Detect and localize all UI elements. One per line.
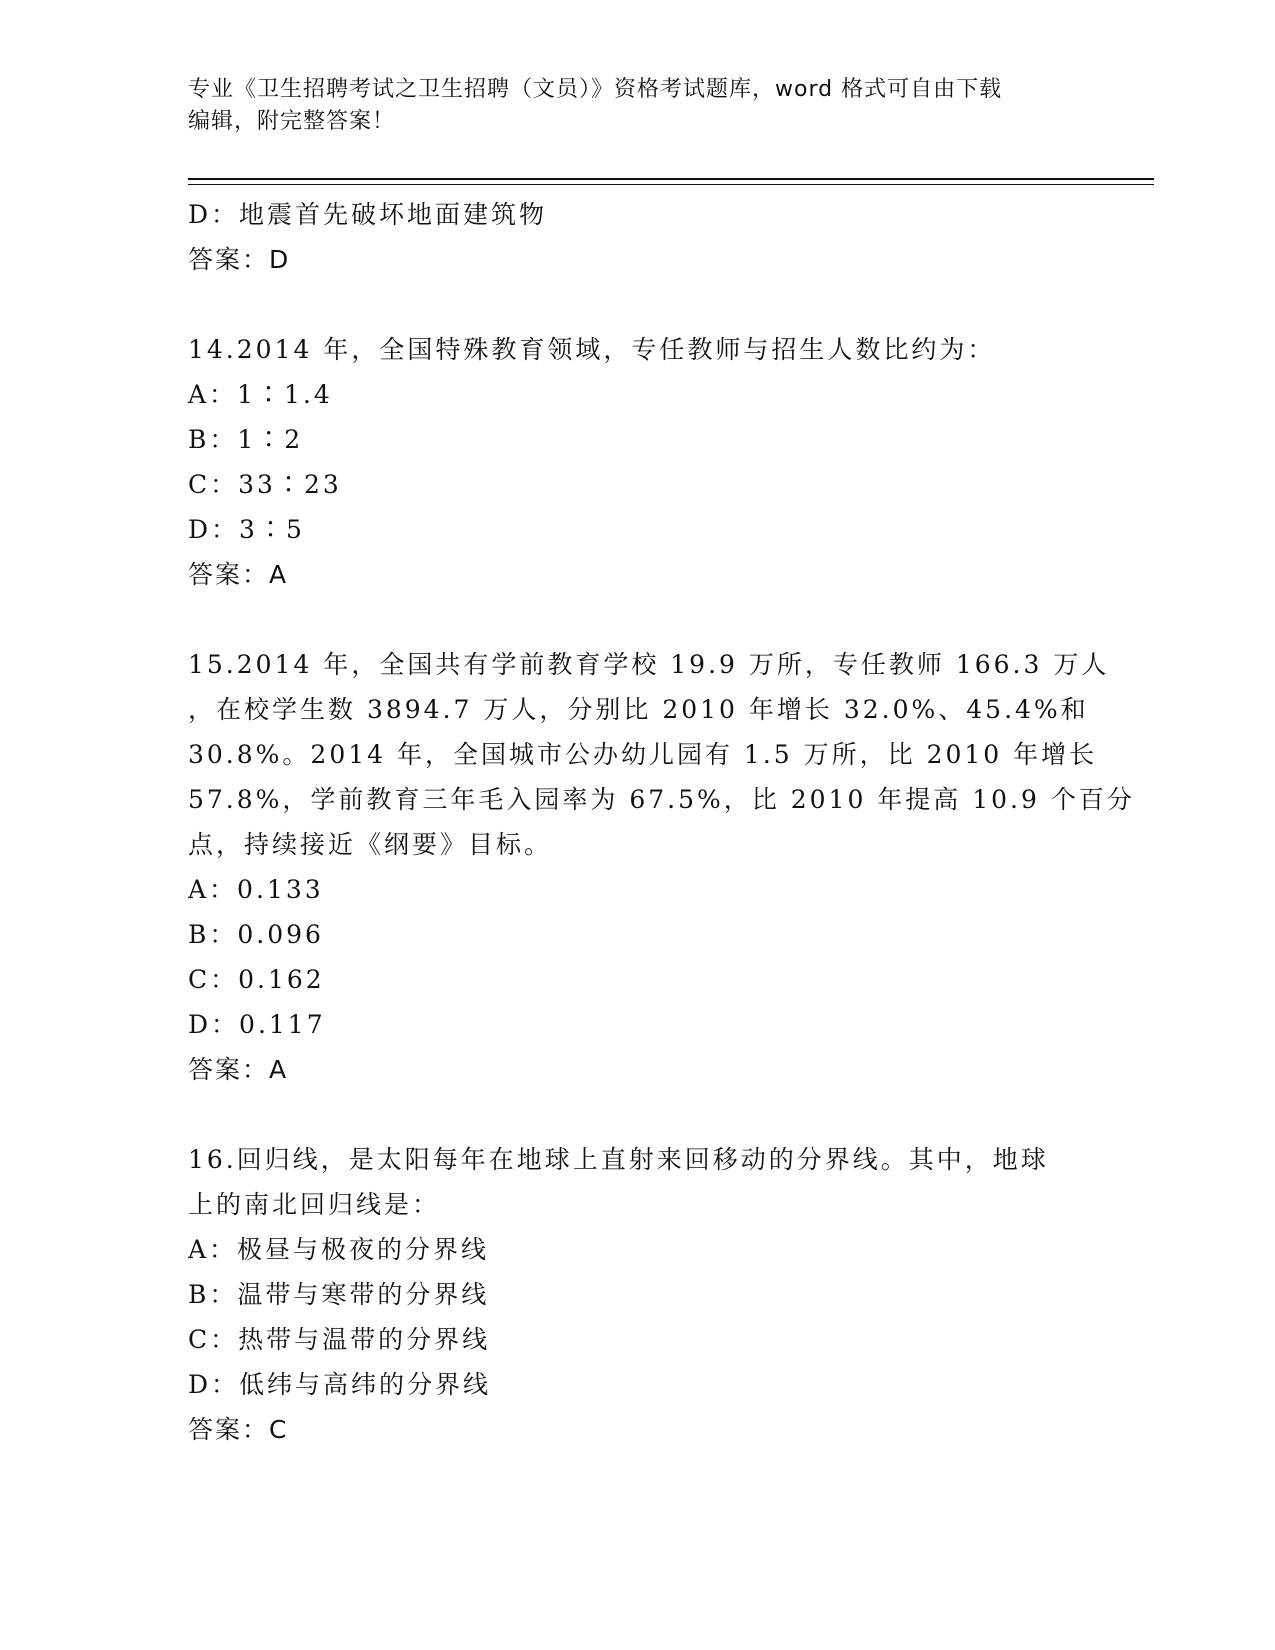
q15-option-a: A：0.133 <box>188 875 324 904</box>
question-list <box>188 192 1135 1452</box>
q15-answer: 答案：A <box>188 1055 289 1084</box>
q14-option-a: A：1∶1.4 <box>188 380 333 409</box>
q14-option-c: C：33∶23 <box>188 470 342 499</box>
question-14 <box>188 327 1088 597</box>
q13-option-d: D：地震首先破坏地面建筑物 <box>188 200 548 229</box>
q15-stem-line: 30.8%。2014 年，全国城市公办幼儿园有 1.5 万所，比 2010 年增长 <box>188 740 1098 769</box>
header-title-line-1: 专业《卫生招聘考试之卫生招聘（文员）》资格考试题库，word 格式可自由下载 <box>188 77 1003 102</box>
q14-option-b: B：1∶2 <box>188 425 304 454</box>
q16-option-b: B：温带与寒带的分界线 <box>188 1280 490 1309</box>
spacer <box>188 597 1088 642</box>
spacer <box>188 1092 1088 1137</box>
header-divider-thick <box>188 178 1154 180</box>
q15-stem-line: 57.8%，学前教育三年毛入园率为 67.5%，比 2010 年提高 10.9 个百分 <box>188 785 1135 814</box>
q16-option-c: C：热带与温带的分界线 <box>188 1325 491 1354</box>
question-16 <box>188 1137 1088 1452</box>
q14-option-d: D：3∶5 <box>188 515 305 544</box>
spacer <box>188 282 1088 327</box>
q16-option-d: D：低纬与高纬的分界线 <box>188 1370 492 1399</box>
q14-answer: 答案：A <box>188 560 289 589</box>
q15-stem-line: 点，持续接近《纲要》目标。 <box>188 830 553 859</box>
q15-option-b: B：0.096 <box>188 920 324 949</box>
q13-answer: 答案：D <box>188 245 291 274</box>
q16-option-a: A：极昼与极夜的分界线 <box>188 1235 490 1264</box>
q15-option-d: D：0.117 <box>188 1010 326 1039</box>
q15-stem-line: 15.2014 年，全国共有学前教育学校 19.9 万所，专任教师 166.3 万人 <box>188 650 1110 679</box>
q16-stem-line: 16.回归线，是太阳每年在地球上直射来回移动的分界线。其中，地球 <box>188 1145 1049 1174</box>
question-13 <box>188 192 1088 282</box>
q16-stem-line: 上的南北回归线是： <box>188 1190 441 1219</box>
question-15 <box>188 642 1135 1092</box>
header-title-line-2: 编辑，附完整答案！ <box>188 109 396 134</box>
q16-answer: 答案：C <box>188 1415 289 1444</box>
q15-stem-line: ，在校学生数 3894.7 万人，分别比 2010 年增长 32.0%、45.4%和 <box>188 695 1089 724</box>
header-divider-thin <box>188 184 1154 185</box>
q15-option-c: C：0.162 <box>188 965 325 994</box>
q14-stem: 14.2014 年，全国特殊教育领域，专任教师与招生人数比约为： <box>188 335 996 364</box>
document-header <box>188 74 1088 138</box>
